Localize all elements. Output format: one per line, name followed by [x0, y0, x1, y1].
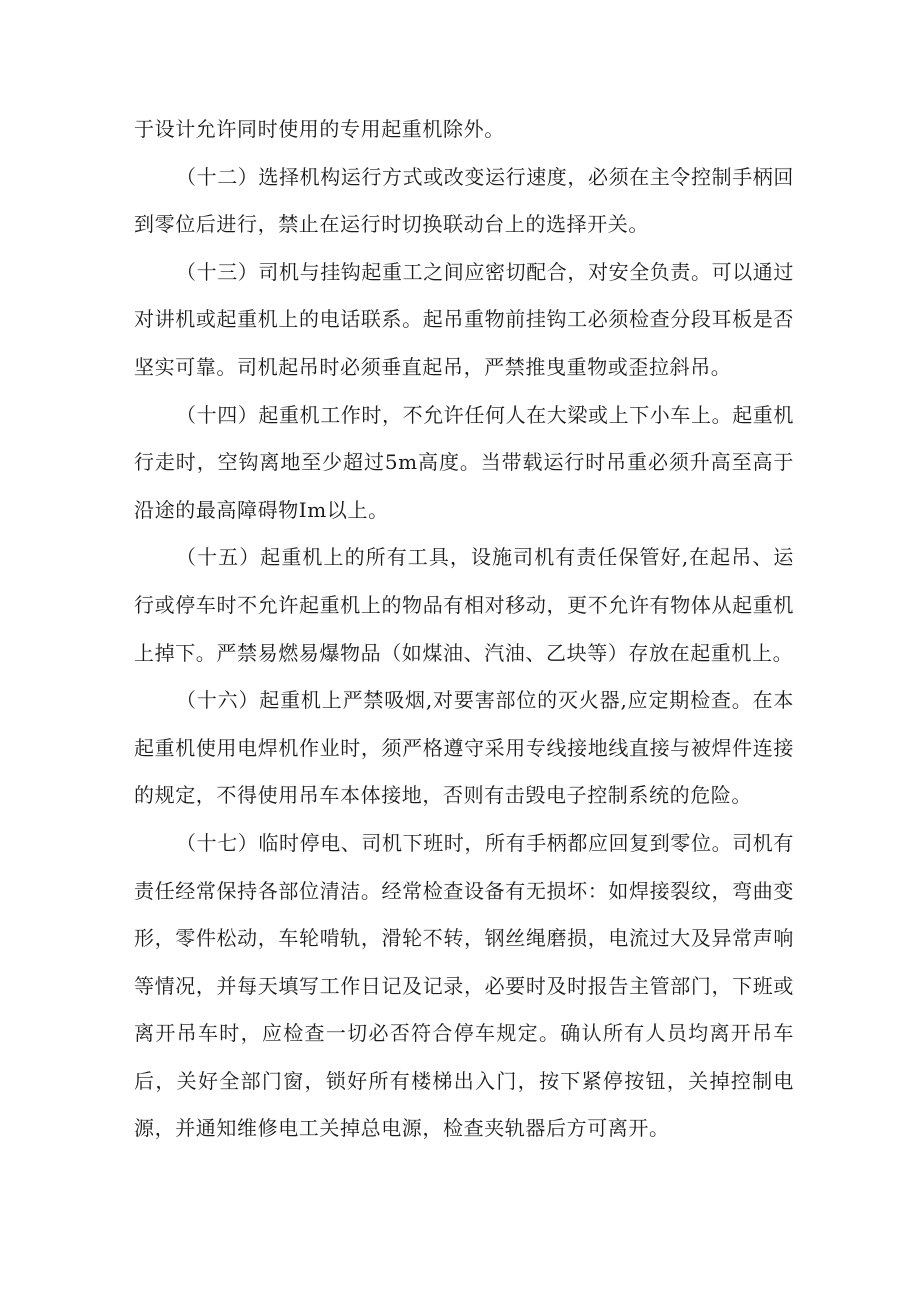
paragraph-item-12: （十二）选择机构运行方式或改变运行速度，必须在主令控制手柄回到零位后进行，禁止在运行时切换联动台上的选择开关。 — [134, 164, 794, 237]
document-page — [134, 106, 794, 1153]
paragraph-item-13: （十三）司机与挂钩起重工之间应密切配合，对安全负责。可以通过对讲机或起重机上的电话联系。起吊重物前挂钩工必须检查分段耳板是否坚实可靠。司机起吊时必须垂直起吊，严禁推曳重物或歪拉斜吊。 — [134, 259, 794, 379]
paragraph-item-15: （十五）起重机上的所有工具，设施司机有责任保管好,在起吊、运行或停车时不允许起重机上的物品有相对移动，更不允许有物体从起重机上掉下。严禁易燃易爆物品（如煤油、汽油、乙块等）存放在起重机上。 — [134, 545, 794, 665]
paragraph-continuation: 于设计允许同时使用的专用起重机除外。 — [134, 117, 505, 141]
paragraph-item-16: （十六）起重机上严禁吸烟,对要害部位的灭火器,应定期检查。在本起重机使用电焊机作业时，须严格遵守采用专线接地线直接与被焊件连接的规定，不得使用吊车本体接地，否则有击毁电子控制系统的危险。 — [134, 688, 794, 808]
paragraph-item-17: （十七）临时停电、司机下班时，所有手柄都应回复到零位。司机有责任经常保持各部位清洁。经常检查设备有无损坏：如焊接裂纹，弯曲变形，零件松动，车轮啃轨，滑轮不转，钢丝绳磨损，电流过大及异常声响等情况，并每天填写工作日记及记录，必要时及时报告主管部门，下班或离开吊车时，应检查一切必否符合停车规定。确认所有人员均离开吊车后，关好全部门窗，锁好所有楼梯出入门，按下紧停按钮，关掉控制电源，并通知维修电工关掉总电源，检查夹轨器后方可离开。 — [134, 830, 794, 1141]
paragraph-item-14: （十四）起重机工作时，不允许任何人在大梁或上下小车上。起重机行走时，空钩离地至少超过5m高度。当带载运行时吊重必须升高至高于沿途的最高障碍物Im以上。 — [134, 402, 794, 522]
